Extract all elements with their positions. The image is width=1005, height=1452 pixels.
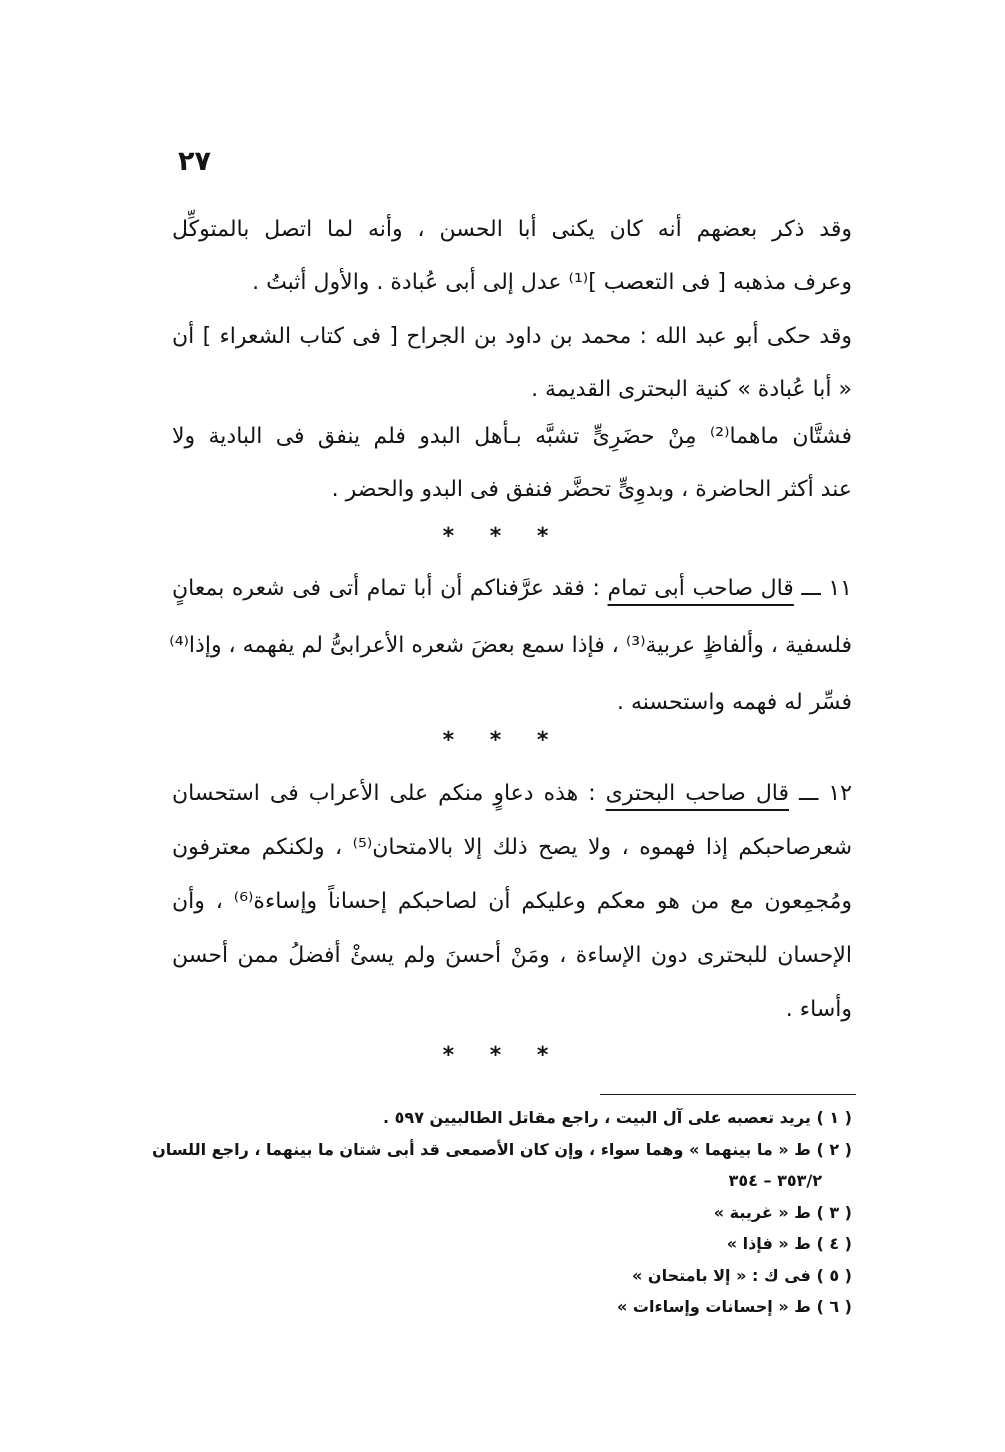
section-separator: * * * <box>442 524 563 549</box>
footnote: ( ٢ ) ط « ما بينهما » وهما سواء ، وإن كان الأصمعى قد أبى شتان ما بينهما ، راجع اللسان <box>152 1139 852 1159</box>
footnote-divider <box>600 1094 856 1095</box>
paragraph-line: فشتَّان ماهما⁽²⁾ مِنْ حضَرِىٍّ تشبَّه بـأهل البدو فلم ينفق فى البادية ولا <box>172 424 852 449</box>
paragraph-line: وقد ذكر بعضهم أنه كان يكنى أبا الحسن ، وأنه لما اتصل بالمتوكِّل <box>172 217 852 242</box>
paragraph-section-12 <box>172 767 852 1037</box>
footnote: ( ٤ ) ط « فإذا » <box>726 1234 852 1253</box>
paragraph-line: شعرصاحبكم إذا فهموه ، ولا يصح ذلك إلا بالامتحان⁽⁵⁾ ، ولكنكم معترفون <box>172 835 852 860</box>
paragraph-line: الإحسان للبحترى دون الإساءة ، ومَنْ أحسنَ ولم يسئْ أفضلُ ممن أحسن <box>172 943 852 968</box>
paragraph-line: ومُجمِعون مع من هو معكم وعليكم أن لصاحبكم إحساناً وإساءة⁽⁶⁾ ، وأن <box>172 889 853 914</box>
paragraph-2 <box>172 310 852 416</box>
paragraph-3 <box>172 410 852 516</box>
paragraph-line: عند أكثر الحاضرة ، وبدوِىٍّ تحضَّر فنفق فى البدو والحضر . <box>331 477 852 502</box>
paragraph-1 <box>172 203 852 309</box>
footnote: ( ٦ ) ط « إحسانات وإساءات » <box>617 1297 852 1316</box>
paragraph-first-line <box>172 560 852 617</box>
footnote-continuation: ٣٥٣/٢ – ٣٥٤ <box>728 1171 822 1190</box>
paragraph-line: وأساء . <box>785 997 852 1022</box>
paragraph-line: فسِّر له فهمه واستحسنه . <box>617 690 852 715</box>
paragraph-line: فلسفية ، وألفاظٍ عربية⁽³⁾ ، فإذا سمع بعضَ شعره الأعرابىُّ لم يفهمه ، وإذا⁽⁴⁾ <box>169 633 852 658</box>
section-separator: * * * <box>442 728 563 753</box>
section-number: ١٢ ـــ <box>799 781 852 806</box>
section-number: ١١ ـــ <box>801 576 852 601</box>
footnotes <box>152 1102 852 1323</box>
paragraph-line: وقد حكى أبو عبد الله : محمد بن داود بن الجراح [ فى كتاب الشعراء ] أن <box>172 324 852 349</box>
section-heading: قال صاحب البحترى <box>605 781 790 806</box>
section-heading: قال صاحب أبى تمام <box>607 576 794 601</box>
footnote: ( ١ ) يريد تعصبه على آل البيت ، راجع مقاتل الطالبيين ٥٩٧ . <box>383 1108 852 1127</box>
footnote: ( ٥ ) فى ك : « إلا بامتحان » <box>632 1265 852 1285</box>
section-separator: * * * <box>442 1043 563 1068</box>
paragraph-text: : فقد عرَّفناكم أن أبا تمام أتى فى شعره بمعانٍ <box>172 576 608 601</box>
paragraph-line: وعرف مذهبه [ فى التعصب ]⁽¹⁾ عدل إلى أبى عُبادة . والأول أثبتُ . <box>252 270 852 295</box>
paragraph-first-line <box>172 767 852 821</box>
paragraph-section-11 <box>169 560 852 731</box>
paragraph-line: « أبا عُبادة » كنية البحترى القديمة . <box>531 377 852 402</box>
footnote: ( ٣ ) ط « غريبة » <box>713 1202 852 1222</box>
paragraph-text: : هذه دعاوٍ منكم على الأعراب فى استحسان <box>172 781 606 806</box>
page-number: ٢٧ <box>178 146 211 177</box>
